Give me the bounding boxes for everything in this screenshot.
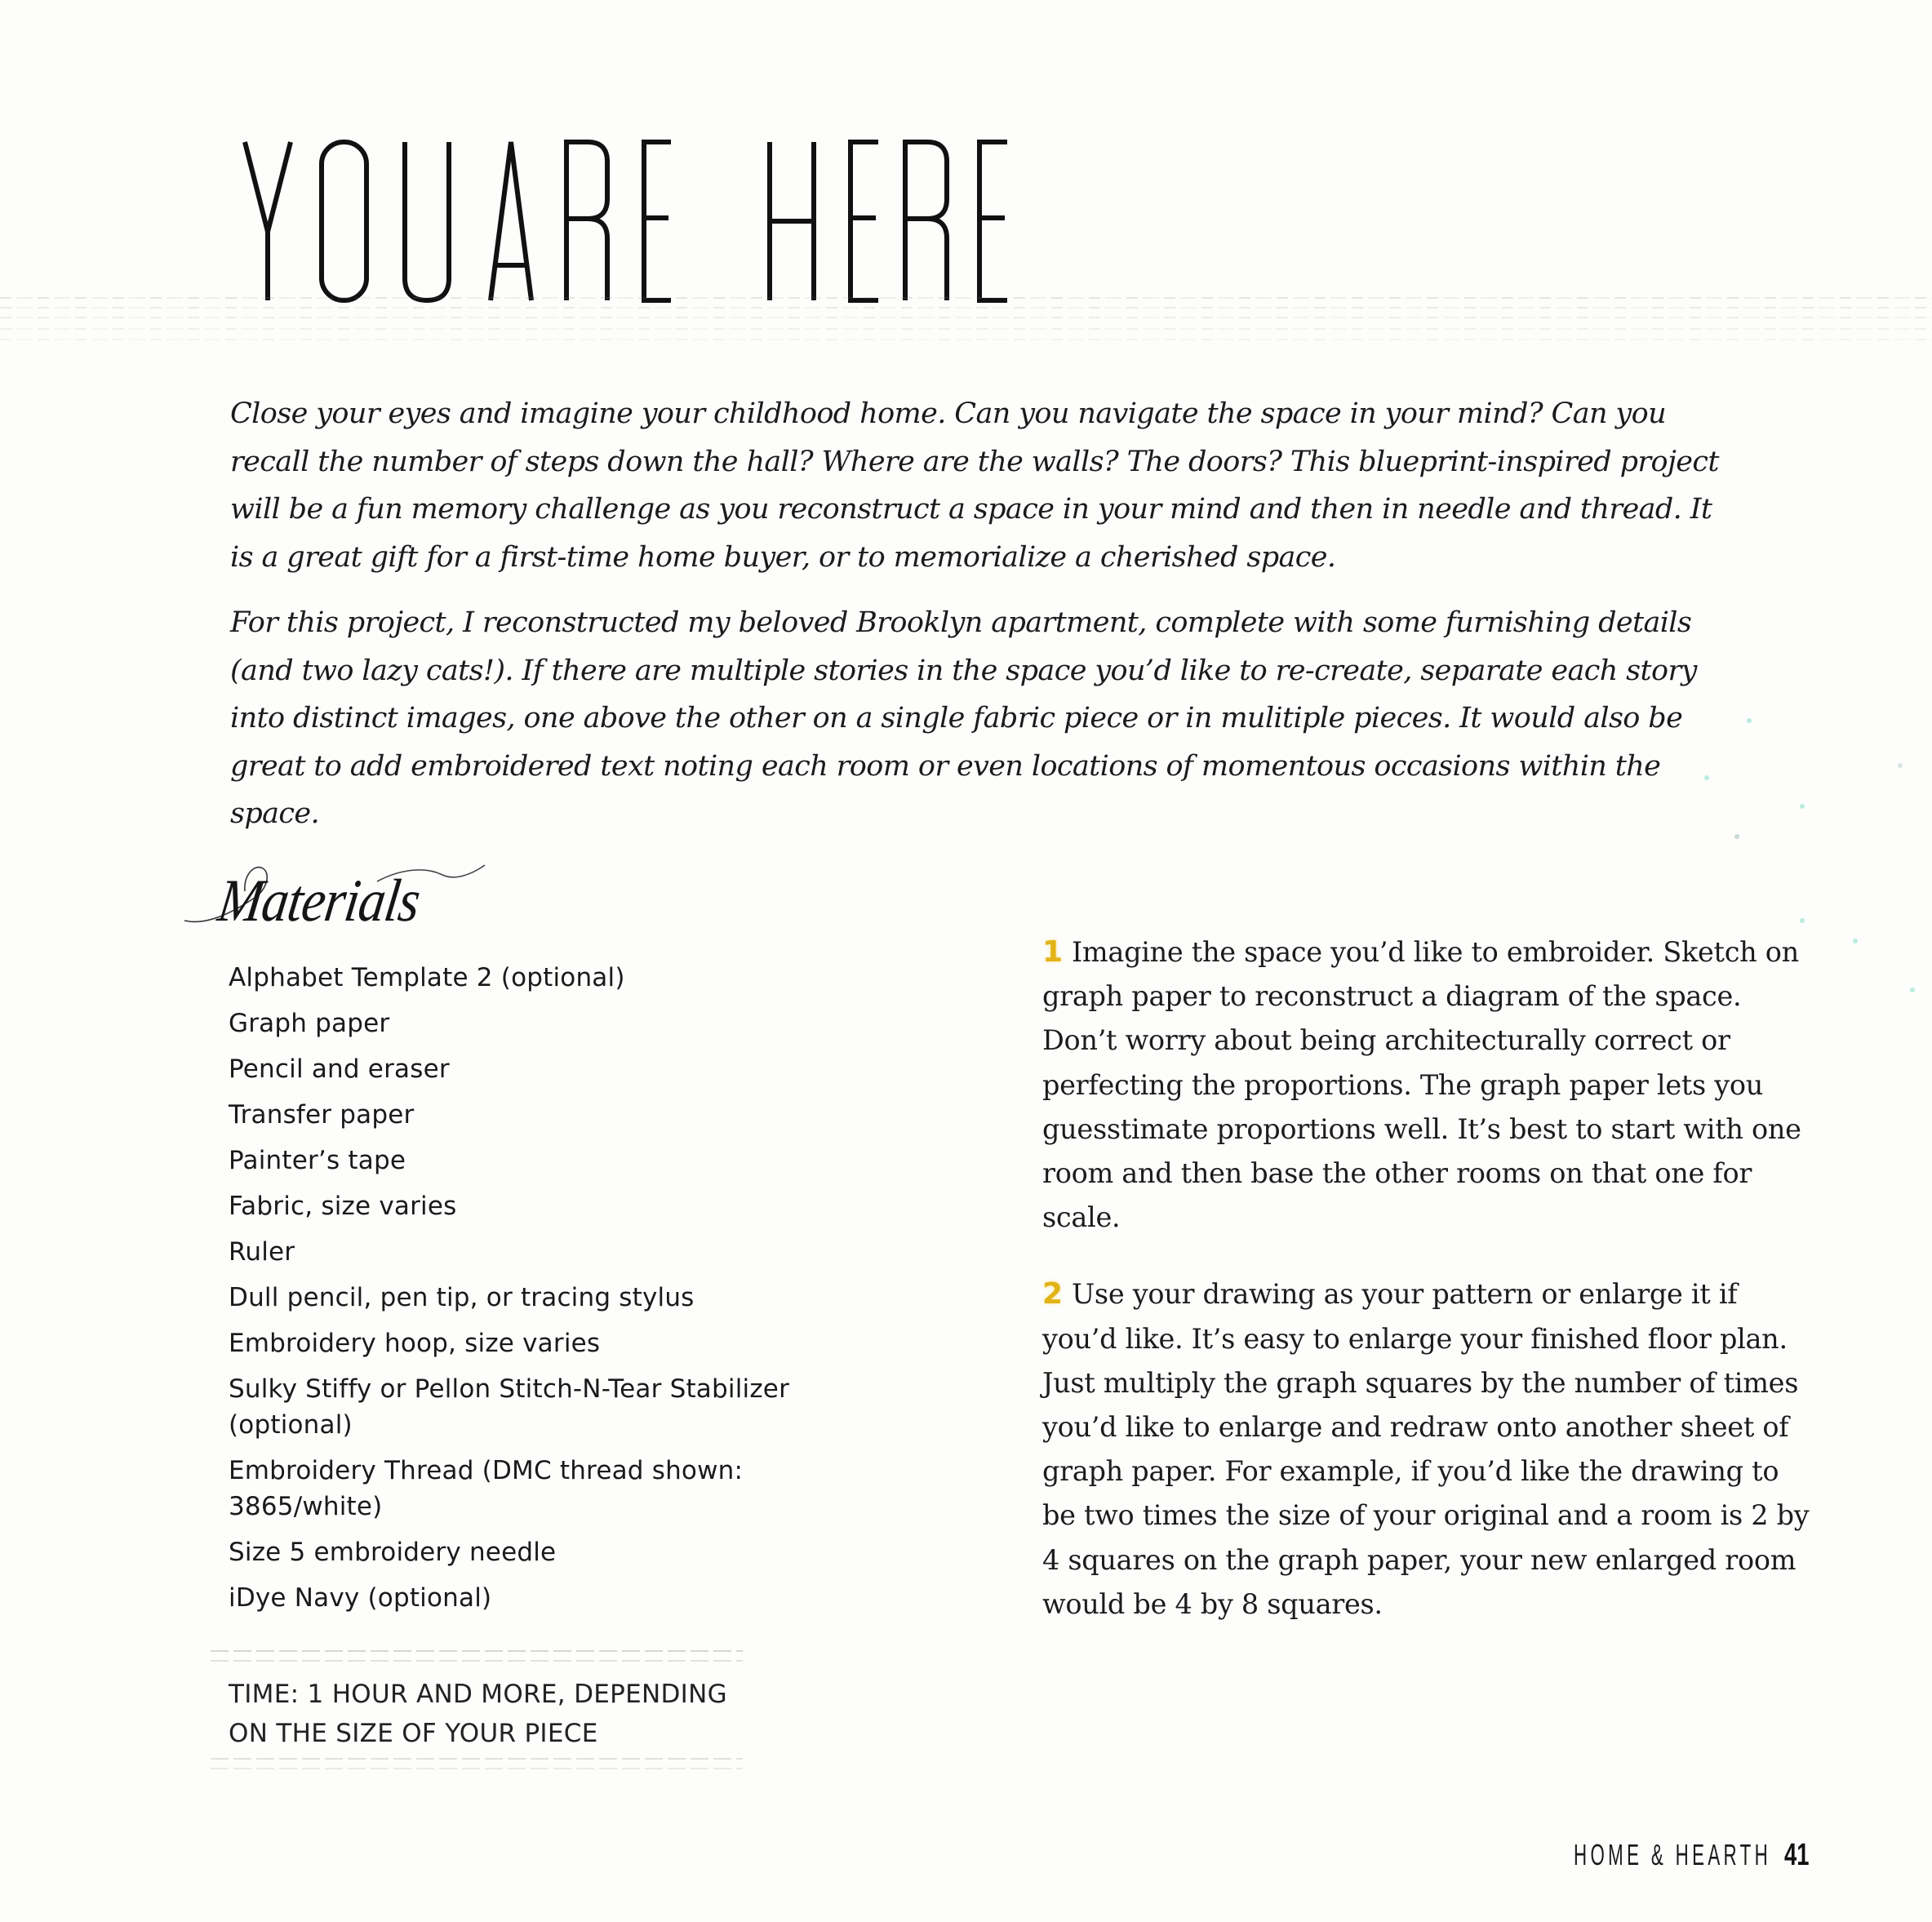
step-1 bbox=[1042, 930, 1810, 1240]
materials-item: Embroidery Thread (DMC thread shown: 3865/white) bbox=[229, 1456, 744, 1521]
speck-icon bbox=[1747, 718, 1752, 723]
page-title-lettering bbox=[237, 137, 1061, 305]
speck-icon bbox=[1910, 988, 1915, 992]
speck-icon bbox=[1800, 804, 1805, 809]
materials-item: Pencil and eraser bbox=[229, 1054, 450, 1084]
intro-section bbox=[230, 390, 1732, 856]
materials-item: Dull pencil, pen tip, or tracing stylus bbox=[229, 1283, 695, 1312]
section-name: HOME & HEARTH bbox=[1574, 1838, 1772, 1871]
stitched-rule bbox=[211, 1660, 743, 1662]
speck-icon bbox=[1734, 834, 1739, 839]
materials-item: Fabric, size varies bbox=[229, 1192, 457, 1221]
materials-item: iDye Navy (optional) bbox=[229, 1583, 492, 1613]
materials-item: Embroidery hoop, size varies bbox=[229, 1329, 601, 1358]
stitched-rule bbox=[211, 1650, 743, 1652]
materials-item: Size 5 embroidery needle bbox=[229, 1538, 557, 1567]
time-estimate-box bbox=[186, 1642, 767, 1773]
materials-item: Painter’s tape bbox=[229, 1146, 406, 1175]
materials-heading-text: Materials bbox=[214, 868, 424, 934]
stitched-divider-band bbox=[0, 294, 1932, 344]
intro-paragraph: Close your eyes and imagine your childhood home. Can you navigate the space in your mind? Can you recall the number of steps down the hall? Where are the walls? The doors? This blueprint-inspired project will be a fun memory challenge as you reconstruct a space in your mind and then in needle and thread. It is a great gift for a first-time home buyer, or to memorialize a cherished space. bbox=[230, 397, 1719, 574]
materials-item: Alphabet Template 2 (optional) bbox=[229, 963, 625, 992]
step-text: Use your drawing as your pattern or enlarge it if you’d like. It’s easy to enlarge your finished floor plan. Just multiply the graph squares by the number of times you’d like to enlarge and redraw onto another sheet of graph paper. For example, if you’d like the drawing to be two times the size of your original and a room is 2 by 4 squares on the graph paper, your new enlarged room would be 4 by 8 squares. bbox=[1042, 1278, 1810, 1620]
materials-heading bbox=[181, 857, 491, 955]
materials-list bbox=[229, 960, 849, 1626]
materials-item: Sulky Stiffy or Pellon Stitch-N-Tear Stabilizer (optional) bbox=[229, 1374, 790, 1440]
stitched-rule bbox=[211, 1768, 743, 1769]
intro-paragraph: For this project, I reconstructed my beloved Brooklyn apartment, complete with some furnishing details (and two lazy cats!). If there are multiple stories in the space you’d like to re-create, separate each story into distinct images, one above the other on a single fabric piece or in mulitiple pieces. It would also be great to add embroidered text noting each room or even locations of momentous occasions within the space. bbox=[230, 606, 1697, 830]
speck-icon bbox=[1853, 939, 1858, 943]
page-title bbox=[237, 137, 1061, 305]
page-number: 41 bbox=[1784, 1838, 1810, 1872]
step-number: 2 bbox=[1042, 1277, 1063, 1312]
step-number: 1 bbox=[1042, 935, 1063, 969]
speck-icon bbox=[1898, 763, 1903, 768]
steps-section bbox=[1042, 930, 1810, 1659]
page-footer bbox=[1574, 1838, 1835, 1879]
time-estimate-text: TIME: 1 HOUR AND MORE, DEPENDING ON THE SIZE OF YOUR PIECE bbox=[229, 1680, 727, 1748]
step-2 bbox=[1042, 1272, 1810, 1627]
speck-icon bbox=[1800, 918, 1805, 923]
stitched-rule bbox=[211, 1758, 743, 1760]
speck-icon bbox=[1704, 775, 1709, 780]
materials-item: Ruler bbox=[229, 1237, 295, 1267]
step-text: Imagine the space you’d like to embroider. Sketch on graph paper to reconstruct a diagram of the space. Don’t worry about being architecturally correct or perfecting the proportions. The graph paper lets you guesstimate proportions well. It’s best to start with one room and then base the other rooms on that one for scale. bbox=[1042, 936, 1801, 1234]
materials-item: Graph paper bbox=[229, 1009, 390, 1038]
materials-item: Transfer paper bbox=[229, 1100, 415, 1130]
